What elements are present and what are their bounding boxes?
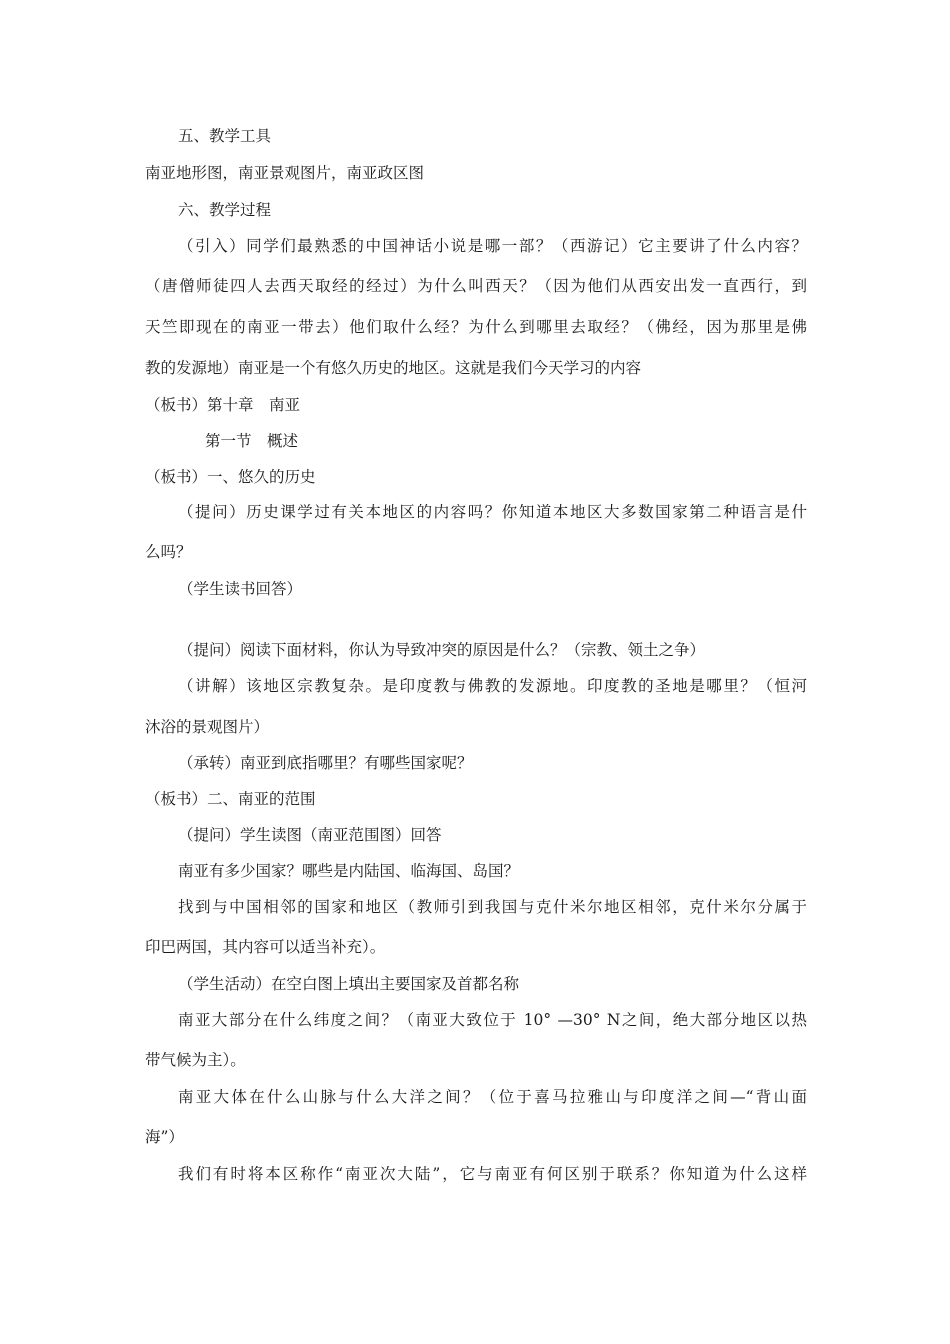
board-note-section: 第一节 概述 (205, 432, 299, 450)
paragraph-line: （学生活动）在空白图上填出主要国家及首都名称 (178, 975, 520, 993)
paragraph-line: 带气候为主）。 (145, 1051, 246, 1069)
section-heading-teaching-tools: 五、教学工具 (178, 127, 272, 145)
paragraph-line: （学生读书回答） (178, 580, 303, 598)
paragraph-line: 教的发源地）南亚是一个有悠久历史的地区。这就是我们今天学习的内容 (145, 359, 642, 377)
paragraph-line: 南亚地形图，南亚景观图片，南亚政区图 (145, 164, 425, 182)
paragraph-line: 南亚大体在什么山脉与什么大洋之间？（位于喜马拉雅山与印度洋之间—“背山面 (178, 1088, 807, 1106)
paragraph-line: 海”） (145, 1128, 184, 1146)
paragraph-line: （提问）历史课学过有关本地区的内容吗？你知道本地区大多数国家第二种语言是什 (178, 503, 807, 521)
paragraph-line: 找到与中国相邻的国家和地区（教师引到我国与克什米尔地区相邻，克什米尔分属于 (178, 898, 807, 916)
paragraph-line: （唐僧师徒四人去西天取经的经过）为什么叫西天？（因为他们从西安出发一直西行，到 (145, 277, 807, 295)
section-heading-teaching-process: 六、教学过程 (178, 201, 272, 219)
paragraph-line: 沐浴的景观图片） (145, 718, 270, 736)
board-note-heading: （板书）一、悠久的历史 (145, 468, 316, 486)
paragraph-line: 南亚有多少国家？哪些是内陆国、临海国、岛国？ (178, 862, 520, 880)
paragraph-line: 么吗？ (145, 543, 192, 561)
paragraph-line: 我们有时将本区称作“南亚次大陆”，它与南亚有何区别于联系？你知道为什么这样 (178, 1165, 807, 1183)
paragraph-line: （提问）阅读下面材料，你认为导致冲突的原因是什么？（宗教、领土之争） (178, 641, 706, 659)
paragraph-line: （引入）同学们最熟悉的中国神话小说是哪一部？（西游记）它主要讲了什么内容？ (178, 237, 807, 255)
paragraph-line: （承转）南亚到底指哪里？有哪些国家呢？ (178, 754, 473, 772)
paragraph-line: 印巴两国，其内容可以适当补充）。 (145, 938, 386, 956)
board-note-chapter: （板书）第十章 南亚 (145, 396, 301, 414)
board-note-heading: （板书）二、南亚的范围 (145, 790, 316, 808)
paragraph-line: （讲解）该地区宗教复杂。是印度教与佛教的发源地。印度教的圣地是哪里？（恒河 (178, 677, 807, 695)
paragraph-line: （提问）学生读图（南亚范围图）回答 (178, 826, 442, 844)
paragraph-line: 天竺即现在的南亚一带去）他们取什么经？为什么到哪里去取经？（佛经，因为那里是佛 (145, 318, 807, 336)
paragraph-line: 南亚大部分在什么纬度之间？（南亚大致位于 10° —30° N之间，绝大部分地区以热 (178, 1011, 807, 1029)
